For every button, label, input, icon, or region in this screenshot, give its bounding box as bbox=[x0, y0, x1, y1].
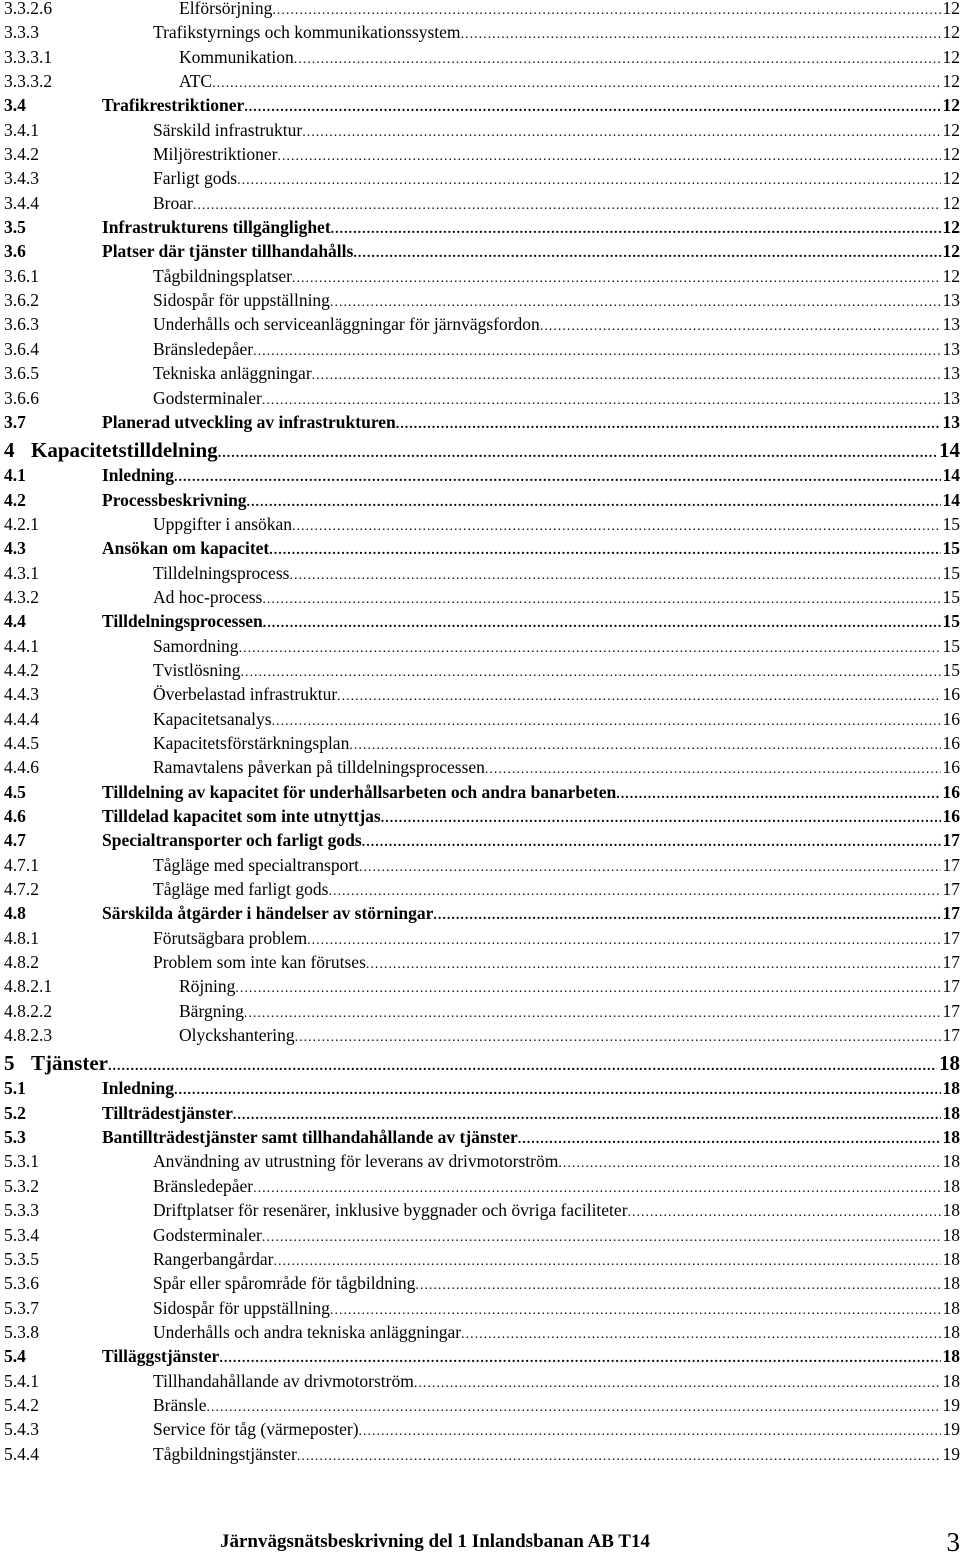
toc-entry[interactable] bbox=[4, 1149, 960, 1173]
toc-dot-leader bbox=[302, 121, 940, 145]
toc-entry[interactable] bbox=[4, 312, 960, 336]
toc-entry[interactable] bbox=[4, 682, 960, 706]
toc-entry-page: 17 bbox=[942, 927, 960, 948]
toc-entry-title: Olyckshantering bbox=[179, 1025, 295, 1046]
toc-entry-number: 4.4.6 bbox=[4, 757, 39, 778]
toc-entry-page: 12 bbox=[942, 168, 960, 189]
toc-dot-leader bbox=[461, 23, 941, 47]
toc-entry-number: 5.1 bbox=[4, 1078, 26, 1099]
toc-entry-number: 5.3.4 bbox=[4, 1224, 39, 1245]
toc-dot-leader bbox=[244, 96, 940, 120]
toc-entry-title: Sidospår för uppställning bbox=[153, 1297, 330, 1318]
toc-entry-title: Förutsägbara problem bbox=[153, 927, 308, 948]
toc-entry-page: 12 bbox=[942, 119, 960, 140]
toc-entry[interactable] bbox=[4, 1369, 960, 1393]
toc-entry[interactable] bbox=[4, 853, 960, 877]
toc-entry-page: 16 bbox=[942, 806, 960, 826]
toc-entry-number: 4.8.1 bbox=[4, 927, 39, 948]
toc-entry[interactable] bbox=[4, 1442, 960, 1466]
toc-entry[interactable] bbox=[4, 731, 960, 755]
toc-dot-leader bbox=[359, 856, 940, 880]
toc-entry[interactable] bbox=[4, 1048, 960, 1076]
toc-entry-title: Underhålls och andra tekniska anläggningar bbox=[153, 1321, 462, 1342]
toc-entry-number: 4.5 bbox=[4, 781, 26, 802]
toc-entry[interactable] bbox=[4, 512, 960, 536]
toc-entry[interactable] bbox=[4, 780, 960, 804]
toc-dot-leader bbox=[362, 831, 941, 855]
toc-entry[interactable] bbox=[4, 1101, 960, 1125]
toc-entry-number: 4.8.2.1 bbox=[4, 976, 53, 997]
toc-entry-title: Ad hoc-process bbox=[153, 586, 263, 607]
toc-entry[interactable] bbox=[4, 337, 960, 361]
toc-entry-title: Planerad utveckling av infrastrukturen bbox=[102, 411, 396, 432]
toc-entry-page: 18 bbox=[942, 1078, 960, 1099]
toc-entry[interactable] bbox=[4, 410, 960, 434]
toc-dot-leader bbox=[415, 1274, 940, 1298]
toc-entry-page: 15 bbox=[942, 538, 960, 559]
toc-entry-title: Processbeskrivning bbox=[102, 489, 247, 510]
toc-entry-page: 12 bbox=[942, 241, 960, 262]
toc-entry-number: 3.6.5 bbox=[4, 363, 39, 384]
toc-dot-leader bbox=[307, 929, 940, 953]
toc-entry-page: 17 bbox=[942, 903, 960, 924]
toc-entry-page: 12 bbox=[942, 265, 960, 286]
footer-page-number: 3 bbox=[946, 1527, 960, 1557]
toc-entry-page: 17 bbox=[942, 952, 960, 973]
toc-entry[interactable] bbox=[4, 435, 960, 463]
toc-entry-page: 13 bbox=[942, 290, 960, 311]
toc-entry-number: 5.3 bbox=[4, 1127, 26, 1148]
toc-entry-title: Bränsledepåer bbox=[153, 1175, 254, 1196]
toc-entry[interactable] bbox=[4, 658, 960, 682]
toc-entry-number: 3.6.3 bbox=[4, 314, 39, 335]
toc-entry-title: Samordning bbox=[153, 635, 239, 656]
toc-dot-leader bbox=[218, 439, 937, 469]
toc-entry[interactable] bbox=[4, 191, 960, 215]
toc-entry-page: 14 bbox=[939, 438, 960, 463]
toc-entry-page: 19 bbox=[942, 1394, 960, 1415]
toc-entry-title: Tågläge med specialtransport bbox=[153, 854, 360, 875]
toc-entry-number: 5.4 bbox=[4, 1346, 26, 1367]
toc-entry-title: Tillhandahållande av drivmotorström bbox=[153, 1370, 414, 1391]
toc-dot-leader bbox=[353, 242, 940, 266]
toc-entry-number: 4.8.2.3 bbox=[4, 1025, 53, 1046]
toc-entry-number: 5.3.7 bbox=[4, 1297, 39, 1318]
toc-entry-title: Tågbildningstjänster bbox=[153, 1443, 297, 1464]
toc-entry-number: 4.3.2 bbox=[4, 586, 39, 607]
toc-entry-title: Infrastrukturens tillgänglighet bbox=[102, 217, 331, 238]
toc-entry-number: 3.3.3 bbox=[4, 22, 39, 43]
toc-entry-number: 3.4.2 bbox=[4, 144, 39, 165]
toc-entry[interactable] bbox=[4, 950, 960, 974]
toc-entry[interactable] bbox=[4, 386, 960, 410]
toc-entry-title: Farligt gods bbox=[153, 168, 238, 189]
toc-entry-page: 16 bbox=[942, 781, 960, 802]
toc-entry-number: 4.2.1 bbox=[4, 513, 39, 534]
toc-entry-title: Miljörestriktioner bbox=[153, 144, 278, 165]
toc-dot-leader bbox=[174, 466, 941, 490]
toc-entry-page: 12 bbox=[942, 217, 960, 238]
toc-dot-leader bbox=[262, 1226, 941, 1250]
toc-entry[interactable] bbox=[4, 1320, 960, 1344]
toc-entry-page: 18 bbox=[942, 1175, 960, 1196]
footer-document-title: Järnvägsnätsbeskrivning del 1 Inlandsbanan AB T14 bbox=[220, 1531, 650, 1552]
toc-entry-page: 12 bbox=[942, 0, 960, 18]
toc-dot-leader bbox=[174, 1079, 941, 1103]
toc-entry[interactable] bbox=[4, 1247, 960, 1271]
toc-entry-page: 18 bbox=[942, 1200, 960, 1221]
toc-entry-title: Underhålls och serviceanläggningar för järnvägsfordon bbox=[153, 314, 540, 335]
toc-entry-title: Tågbildningsplatser bbox=[153, 265, 293, 286]
toc-entry-page: 17 bbox=[942, 1025, 960, 1046]
toc-entry-page: 18 bbox=[942, 1346, 960, 1367]
toc-entry-number: 4.7 bbox=[4, 830, 26, 851]
toc-entry-page: 18 bbox=[942, 1102, 960, 1123]
toc-entry-title: Tvistlösning bbox=[153, 659, 241, 680]
toc-entry-number: 4.8.2 bbox=[4, 952, 39, 973]
toc-entry-page: 18 bbox=[942, 1273, 960, 1294]
toc-entry-number: 5.3.5 bbox=[4, 1248, 39, 1269]
toc-entry[interactable] bbox=[4, 634, 960, 658]
toc-dot-leader bbox=[312, 364, 941, 388]
toc-dot-leader bbox=[518, 1128, 941, 1152]
toc-entry[interactable] bbox=[4, 1296, 960, 1320]
toc-entry-number: 5.3.3 bbox=[4, 1200, 39, 1221]
toc-entry-page: 18 bbox=[942, 1127, 960, 1148]
toc-dot-leader bbox=[241, 661, 941, 685]
toc-entry[interactable] bbox=[4, 463, 960, 487]
toc-entry[interactable] bbox=[4, 1174, 960, 1198]
toc-entry[interactable] bbox=[4, 707, 960, 731]
toc-dot-leader bbox=[235, 977, 940, 1001]
toc-entry-number: 5.4.3 bbox=[4, 1419, 39, 1440]
toc-entry-page: 12 bbox=[942, 46, 960, 67]
toc-dot-leader bbox=[359, 1420, 941, 1444]
toc-entry-title: Trafikstyrnings och kommunikationssystem bbox=[153, 22, 461, 43]
toc-entry-number: 3.5 bbox=[4, 217, 26, 238]
toc-entry-title: Användning av utrustning för leverans av drivmotorström bbox=[153, 1151, 559, 1172]
toc-entry[interactable] bbox=[4, 1023, 960, 1047]
toc-entry-page: 13 bbox=[942, 387, 960, 408]
toc-entry-page: 19 bbox=[942, 1443, 960, 1464]
toc-entry[interactable] bbox=[4, 288, 960, 312]
toc-entry[interactable] bbox=[4, 804, 960, 828]
toc-entry[interactable] bbox=[4, 69, 960, 93]
toc-entry[interactable] bbox=[4, 609, 960, 633]
toc-entry-title: Kapacitetstilldelning bbox=[31, 438, 218, 463]
toc-entry-page: 15 bbox=[942, 586, 960, 607]
toc-entry-page: 18 bbox=[942, 1321, 960, 1342]
toc-entry-number: 5.3.8 bbox=[4, 1321, 39, 1342]
toc-dot-leader bbox=[540, 315, 941, 339]
toc-dot-leader bbox=[108, 1052, 937, 1082]
toc-dot-leader bbox=[237, 169, 940, 193]
toc-entry-number: 4.2 bbox=[4, 489, 26, 510]
toc-entry-number: 5.3.2 bbox=[4, 1175, 39, 1196]
toc-entry[interactable] bbox=[4, 1393, 960, 1417]
toc-entry-number: 3.6.6 bbox=[4, 387, 39, 408]
toc-dot-leader bbox=[297, 1445, 941, 1469]
toc-entry-page: 18 bbox=[942, 1151, 960, 1172]
toc-entry-page: 13 bbox=[942, 314, 960, 335]
toc-entry[interactable] bbox=[4, 488, 960, 512]
toc-dot-leader bbox=[247, 491, 941, 515]
toc-dot-leader bbox=[269, 539, 940, 563]
toc-entry-page: 15 bbox=[942, 611, 960, 632]
toc-entry[interactable] bbox=[4, 877, 960, 901]
toc-entry-title: Uppgifter i ansökan bbox=[153, 513, 292, 534]
toc-entry-page: 18 bbox=[942, 1248, 960, 1269]
toc-entry-number: 3.4.3 bbox=[4, 168, 39, 189]
toc-dot-leader bbox=[331, 218, 941, 242]
toc-entry-number: 3.4.4 bbox=[4, 192, 39, 213]
toc-entry-page: 13 bbox=[942, 363, 960, 384]
toc-entry-number: 3.6.1 bbox=[4, 265, 39, 286]
toc-dot-leader bbox=[294, 48, 941, 72]
toc-entry-number: 4.8 bbox=[4, 903, 26, 924]
toc-entry[interactable] bbox=[4, 0, 960, 20]
toc-entry-number: 5.4.4 bbox=[4, 1443, 39, 1464]
toc-entry-number: 4.8.2.2 bbox=[4, 1000, 53, 1021]
toc-entry-title: Broar bbox=[153, 192, 193, 213]
toc-entry-title: Inledning bbox=[102, 1078, 174, 1099]
toc-entry[interactable] bbox=[4, 93, 960, 117]
toc-entry-page: 16 bbox=[942, 757, 960, 778]
toc-entry-title: Godsterminaler bbox=[153, 387, 262, 408]
toc-entry-title: Inledning bbox=[102, 465, 174, 486]
toc-entry-number: 4.1 bbox=[4, 465, 26, 486]
toc-entry[interactable] bbox=[4, 264, 960, 288]
toc-dot-leader bbox=[253, 340, 940, 364]
toc-entry-title: Tillträdestjänster bbox=[102, 1102, 233, 1123]
toc-entry-title: Godsterminaler bbox=[153, 1224, 262, 1245]
toc-entry-title: Bärgning bbox=[179, 1000, 244, 1021]
toc-entry-page: 15 bbox=[942, 635, 960, 656]
toc-entry-title: Bränsle bbox=[153, 1394, 207, 1415]
toc-entry-number: 5.4.2 bbox=[4, 1394, 39, 1415]
toc-dot-leader bbox=[433, 904, 940, 928]
toc-entry[interactable] bbox=[4, 20, 960, 44]
toc-dot-leader bbox=[239, 637, 941, 661]
toc-entry[interactable] bbox=[4, 755, 960, 779]
toc-entry-page: 16 bbox=[942, 708, 960, 729]
toc-entry-title: Service för tåg (värmeposter) bbox=[153, 1419, 359, 1440]
toc-entry-number: 4.6 bbox=[4, 806, 26, 826]
toc-entry[interactable] bbox=[4, 901, 960, 925]
toc-dot-leader bbox=[244, 1002, 941, 1026]
toc-entry-number: 3.4 bbox=[4, 95, 26, 116]
toc-dot-leader bbox=[292, 515, 941, 539]
toc-entry-page: 17 bbox=[942, 854, 960, 875]
toc-entry-title: Röjning bbox=[179, 976, 236, 997]
toc-entry-title: Platser där tjänster tillhandahålls bbox=[102, 241, 354, 262]
toc-entry-title: Tjänster bbox=[31, 1051, 108, 1076]
toc-entry-title: Ramavtalens påverkan på tilldelningsprocessen bbox=[153, 757, 485, 778]
toc-entry-number: 3.3.3.1 bbox=[4, 46, 53, 67]
toc-entry-title: Tilldelning av kapacitet för underhållsarbeten och andra banarbeten bbox=[102, 781, 617, 802]
toc-dot-leader bbox=[262, 588, 940, 612]
toc-entry[interactable] bbox=[4, 585, 960, 609]
toc-dot-leader bbox=[292, 267, 940, 291]
page-footer bbox=[0, 1527, 960, 1557]
toc-dot-leader bbox=[289, 564, 940, 588]
toc-dot-leader bbox=[295, 1026, 941, 1050]
toc-entry-number: 5.3.1 bbox=[4, 1151, 39, 1172]
toc-dot-leader bbox=[263, 612, 941, 636]
toc-entry-number: 3.6.2 bbox=[4, 290, 39, 311]
toc-entry[interactable] bbox=[4, 1344, 960, 1368]
toc-entry-number: 3.3.3.2 bbox=[4, 71, 53, 92]
toc-entry-number: 4.3 bbox=[4, 538, 26, 559]
toc-entry[interactable] bbox=[4, 561, 960, 585]
toc-entry-page: 18 bbox=[942, 1297, 960, 1318]
toc-entry-title: Tågläge med farligt gods bbox=[153, 879, 329, 900]
toc-entry-page: 12 bbox=[942, 71, 960, 92]
toc-entry-page: 13 bbox=[942, 411, 960, 432]
toc-entry-title: Kapacitetsförstärkningsplan bbox=[153, 732, 350, 753]
toc-entry[interactable] bbox=[4, 999, 960, 1023]
toc-entry-number: 4.4.3 bbox=[4, 684, 39, 705]
toc-dot-leader bbox=[414, 1372, 941, 1396]
toc-entry-page: 12 bbox=[942, 95, 960, 116]
toc-entry-number: 5 bbox=[4, 1051, 15, 1076]
toc-dot-leader bbox=[396, 413, 941, 437]
toc-entry-number: 4.4.5 bbox=[4, 732, 39, 753]
toc-entry-number: 4.7.2 bbox=[4, 879, 39, 900]
toc-entry-number: 4.3.1 bbox=[4, 562, 39, 583]
toc-entry-page: 16 bbox=[942, 732, 960, 753]
toc-entry-title: Särskild infrastruktur bbox=[153, 119, 303, 140]
toc-entry-number: 4.4.2 bbox=[4, 659, 39, 680]
toc-entry-page: 17 bbox=[942, 976, 960, 997]
toc-entry-title: Kapacitetsanalys bbox=[153, 708, 272, 729]
toc-entry-page: 18 bbox=[939, 1051, 960, 1076]
toc-entry[interactable] bbox=[4, 536, 960, 560]
toc-entry-number: 3.7 bbox=[4, 411, 26, 432]
toc-entry-page: 15 bbox=[942, 659, 960, 680]
toc-entry-number: 4.7.1 bbox=[4, 854, 39, 875]
toc-entry-number: 3.6.4 bbox=[4, 338, 39, 359]
toc-entry-page: 15 bbox=[942, 513, 960, 534]
toc-entry-number: 3.6 bbox=[4, 241, 26, 262]
toc-dot-leader bbox=[381, 807, 941, 831]
toc-entry-title: Ansökan om kapacitet bbox=[102, 538, 270, 559]
toc-entry-title: Problem som inte kan förutses bbox=[153, 952, 366, 973]
toc-entry-title: Tilldelningsprocess bbox=[153, 562, 290, 583]
toc-entry[interactable] bbox=[4, 142, 960, 166]
toc-entry-title: Rangerbangårdar bbox=[153, 1248, 274, 1269]
toc-dot-leader bbox=[628, 1201, 941, 1225]
toc-entry[interactable] bbox=[4, 1125, 960, 1149]
toc-entry-number: 5.3.6 bbox=[4, 1273, 39, 1294]
toc-entry-title: Trafikrestriktioner bbox=[102, 95, 245, 116]
toc-dot-leader bbox=[616, 783, 940, 807]
toc-entry-page: 14 bbox=[942, 489, 960, 510]
toc-entry-number: 3.4.1 bbox=[4, 119, 39, 140]
toc-entry-number: 4 bbox=[4, 438, 15, 463]
toc-entry-page: 12 bbox=[942, 144, 960, 165]
toc-entry-page: 17 bbox=[942, 830, 960, 851]
toc-entry[interactable] bbox=[4, 828, 960, 852]
toc-entry[interactable] bbox=[4, 974, 960, 998]
toc-entry-number: 4.4 bbox=[4, 611, 26, 632]
toc-entry-title: ATC bbox=[179, 71, 213, 92]
toc-dot-leader bbox=[212, 72, 940, 96]
toc-entry[interactable] bbox=[4, 118, 960, 142]
table-of-contents bbox=[4, 0, 960, 1466]
toc-entry-title: Överbelastad infrastruktur bbox=[153, 684, 338, 705]
toc-entry[interactable] bbox=[4, 361, 960, 385]
toc-entry-number: 5.2 bbox=[4, 1102, 26, 1123]
toc-entry-title: Spår eller spårområde för tågbildning bbox=[153, 1273, 416, 1294]
toc-entry-title: Tilläggstjänster bbox=[102, 1346, 220, 1367]
toc-entry-page: 12 bbox=[942, 22, 960, 43]
toc-entry[interactable] bbox=[4, 239, 960, 263]
toc-entry[interactable] bbox=[4, 1271, 960, 1295]
toc-dot-leader bbox=[366, 953, 941, 977]
toc-entry[interactable] bbox=[4, 926, 960, 950]
toc-dot-leader bbox=[277, 145, 940, 169]
toc-entry-page: 12 bbox=[942, 192, 960, 213]
toc-entry[interactable] bbox=[4, 45, 960, 69]
toc-dot-leader bbox=[272, 710, 941, 734]
toc-entry-title: Specialtransporter och farligt gods bbox=[102, 830, 362, 851]
toc-entry-page: 15 bbox=[942, 562, 960, 583]
toc-entry-title: Tekniska anläggningar bbox=[153, 363, 312, 384]
toc-entry-title: Bränsledepåer bbox=[153, 338, 254, 359]
toc-entry-number: 4.4.1 bbox=[4, 635, 39, 656]
toc-entry[interactable] bbox=[4, 1223, 960, 1247]
toc-entry-page: 18 bbox=[942, 1370, 960, 1391]
toc-entry-title: Särskilda åtgärder i händelser av störningar bbox=[102, 903, 434, 924]
toc-entry-title: Kommunikation bbox=[179, 46, 294, 67]
toc-dot-leader bbox=[337, 685, 940, 709]
toc-entry-page: 16 bbox=[942, 684, 960, 705]
toc-entry-title: Sidospår för uppställning bbox=[153, 290, 330, 311]
toc-dot-leader bbox=[461, 1323, 940, 1347]
toc-entry-title: Bantillträdestjänster samt tillhandahållande av tjänster bbox=[102, 1127, 518, 1148]
toc-entry[interactable] bbox=[4, 1198, 960, 1222]
toc-entry-page: 17 bbox=[942, 879, 960, 900]
toc-entry[interactable] bbox=[4, 215, 960, 239]
toc-dot-leader bbox=[558, 1152, 940, 1176]
toc-entry-page: 13 bbox=[942, 338, 960, 359]
toc-entry-page: 19 bbox=[942, 1419, 960, 1440]
toc-entry-title: Driftplatser för resenärer, inklusive byggnader och övriga faciliteter bbox=[153, 1200, 628, 1221]
toc-entry[interactable] bbox=[4, 166, 960, 190]
toc-entry-number: 3.3.2.6 bbox=[4, 0, 53, 18]
toc-entry-page: 18 bbox=[942, 1224, 960, 1245]
toc-entry-title: Tilldelad kapacitet som inte utnyttjas bbox=[102, 806, 381, 826]
toc-entry-page: 17 bbox=[942, 1000, 960, 1021]
toc-entry[interactable] bbox=[4, 1076, 960, 1100]
toc-entry-page: 14 bbox=[942, 465, 960, 486]
toc-entry[interactable] bbox=[4, 1417, 960, 1441]
toc-entry-title: Elförsörjning bbox=[179, 0, 273, 18]
toc-entry-number: 5.4.1 bbox=[4, 1370, 39, 1391]
toc-entry-number: 4.4.4 bbox=[4, 708, 39, 729]
toc-entry-title: Tilldelningsprocessen bbox=[102, 611, 263, 632]
